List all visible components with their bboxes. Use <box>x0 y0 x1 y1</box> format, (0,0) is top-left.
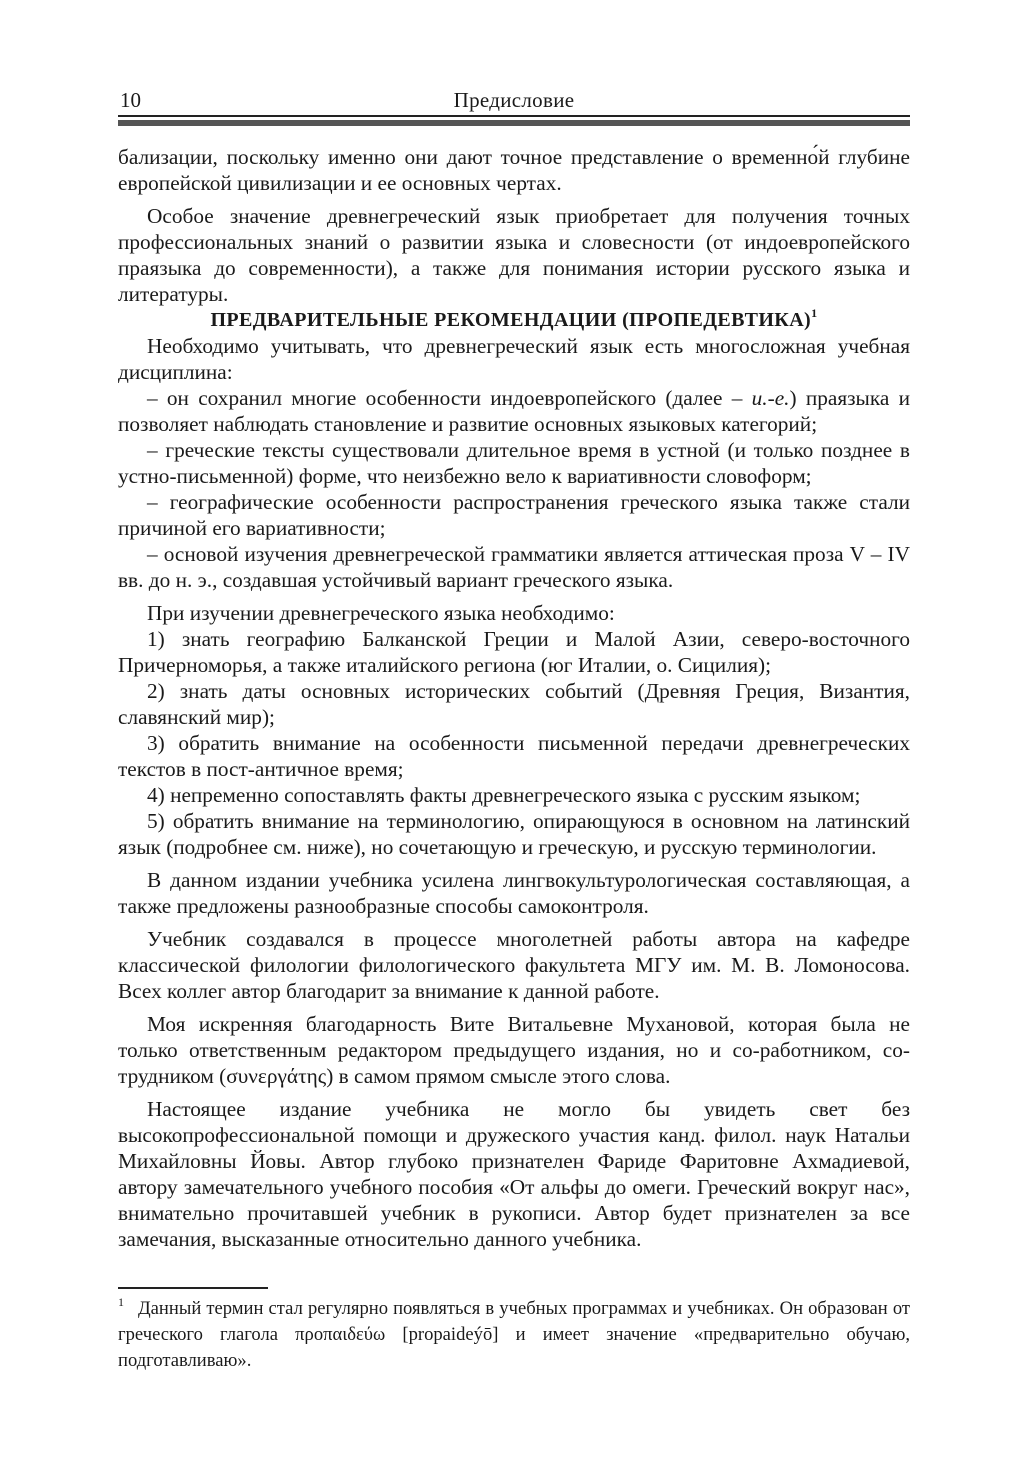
section-heading-text: ПРЕДВАРИТЕЛЬНЫЕ РЕКОМЕНДАЦИИ (ПРОПЕДЕВТИКА) <box>210 309 812 331</box>
running-title: Предисловие <box>453 88 575 112</box>
page-header <box>118 84 910 114</box>
list-item: – основой изучения древнегреческой грамматики является аттическая проза V – IV вв. до н. э., создавшая устойчивый вариант греческого языка. <box>118 542 910 592</box>
list-item-text: ) праязыка и позволяет наблюдать становление и развитие основных языковых категорий; <box>118 386 910 436</box>
footnote <box>118 1296 910 1374</box>
footnote-ref[interactable]: 1 <box>811 306 818 320</box>
list-item: – географические особенности распространения греческого языка также стали причиной его вариативности; <box>118 490 910 540</box>
paragraph: Моя искренняя благодарность Вите Витальевне Мухановой, которая была не только ответственным редактором предыдущего издания, но и со-работником, со-трудником (συνεργάτης) в самом прямом смысле этого слова. <box>118 1012 910 1088</box>
paragraph-continued: бализации, поскольку именно они дают точное представление о временно́й глубине европейской цивилизации и ее основных чертах. <box>118 145 910 195</box>
footnote-text: Данный термин стал регулярно появляться в учебных программах и учебниках. Он образован от греческого глагола προπαιδεύω [propaideýō] и имеет значение «предварительно обучаю, подготавливаю». <box>118 1298 910 1371</box>
list-item: 4) непременно сопоставлять факты древнегреческого языка с русским языком; <box>147 783 861 807</box>
abbreviation: и.-е. <box>751 386 790 410</box>
list-item: 2) знать даты основных исторических событий (Древняя Греция, Византия, славянский мир); <box>118 679 910 729</box>
list-item: – греческие тексты существовали длительное время в устной (и только позднее в устно-письменной) форме, что неизбежно вело к вариативности словоформ; <box>118 438 910 488</box>
paragraph: Учебник создавался в процессе многолетней работы автора на кафедре классической филологии филологического факультета МГУ им. М. В. Ломоносова. Всех коллег автор благодарит за внимание к данной работе. <box>118 927 910 1003</box>
footnote-text-block <box>118 1296 910 1374</box>
section-heading <box>118 307 910 333</box>
footnote-mark: 1 <box>118 1295 124 1309</box>
paragraph: При изучении древнегреческого языка необходимо: <box>147 601 615 625</box>
header-rule-thin <box>118 115 910 117</box>
paragraph: Необходимо учитывать, что древнегреческий язык есть многосложная учебная дисциплина: <box>118 334 910 384</box>
paragraph: В данном издании учебника усилена лингвокультурологическая составляющая, а также предложены разнообразные способы самоконтроля. <box>118 868 910 918</box>
list-item: 5) обратить внимание на терминологию, опирающуюся в основном на латинский язык (подробнее см. ниже), но сочетающую и греческую, и русскую терминологии. <box>118 809 910 859</box>
page <box>118 84 910 1251</box>
page-number: 10 <box>120 88 141 112</box>
list-item: 1) знать географию Балканской Греции и Малой Азии, северо-восточного Причерноморья, а также италийского региона (юг Италии, о. Сицилия); <box>118 627 910 677</box>
paragraph: Настоящее издание учебника не могло бы увидеть свет без высокопрофессиональной помощи и дружеского участия канд. филол. наук Натальи Михайловны Йовы. Автор глубоко признателен Фариде Фаритовне Ахмадиевой, автору замечательного учебного пособия «От альфы до омеги. Греческий вокруг нас», внимательно прочитавшей учебник в рукописи. Автор будет признателен за все замечания, высказанные относительно данного учебника. <box>118 1097 910 1251</box>
paragraph: Особое значение древнегреческий язык приобретает для получения точных профессиональных знаний о развитии языка и словесности (от индоевропейского праязыка до современности), а также для понимания истории русского языка и литературы. <box>118 204 910 306</box>
list-item: 3) обратить внимание на особенности письменной передачи древнегреческих текстов в пост-античное время; <box>118 731 910 781</box>
body-text <box>118 144 910 1252</box>
header-rule-thick <box>118 120 910 126</box>
list-item-text: – он сохранил многие особенности индоевропейского (далее – <box>147 386 752 410</box>
footnote-rule <box>118 1287 268 1289</box>
list-item <box>118 385 910 437</box>
